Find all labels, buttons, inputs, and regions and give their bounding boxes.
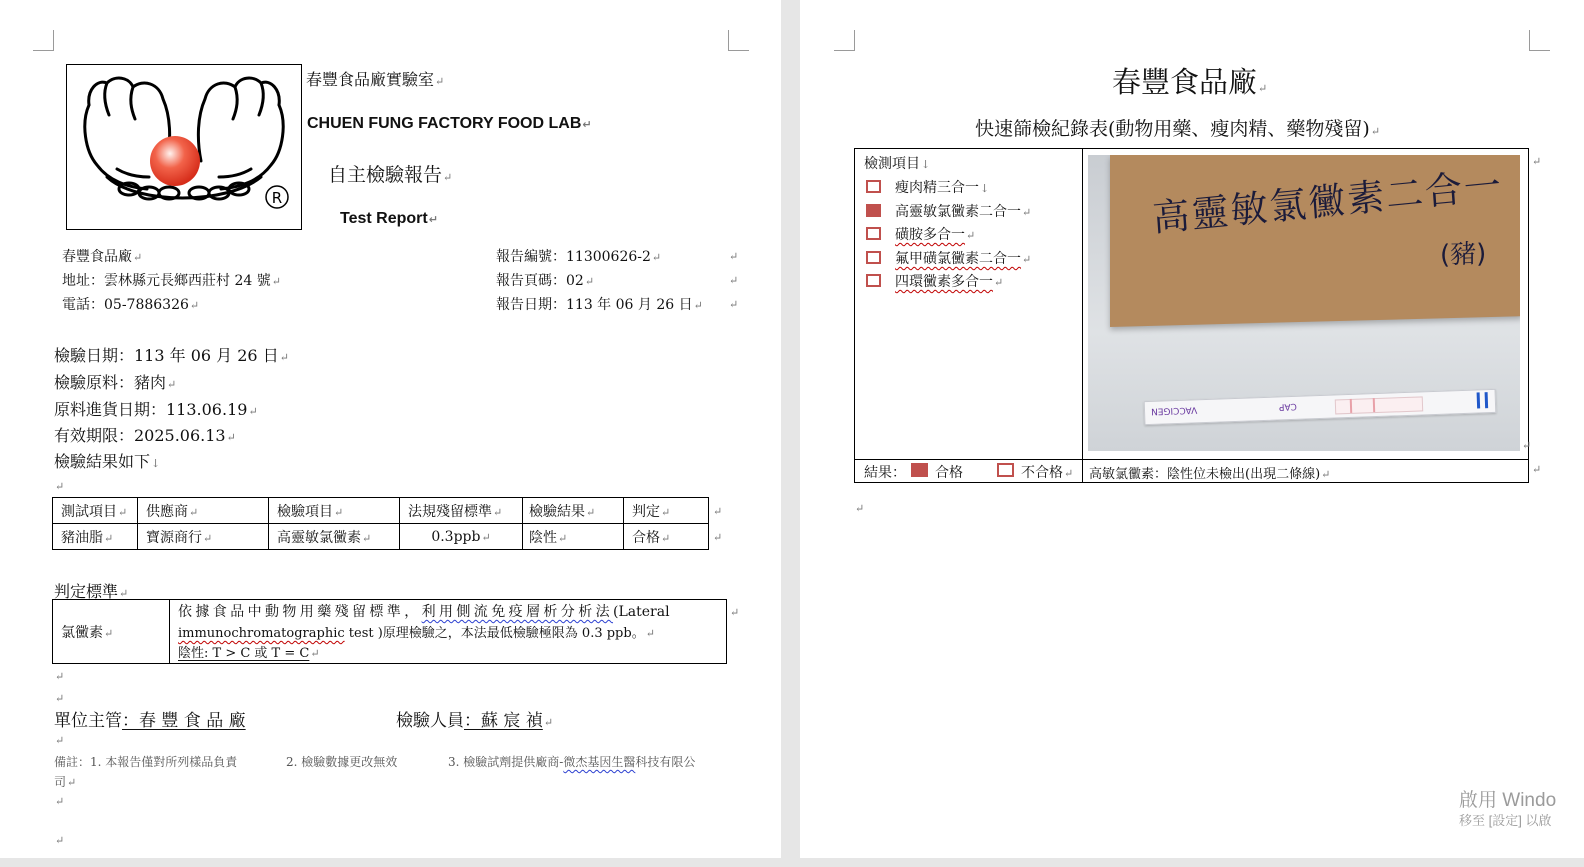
- company-logo: [66, 64, 302, 230]
- paragraph-mark: ↵: [1532, 463, 1542, 476]
- strip-brand-text: VACCIGEN: [1150, 404, 1198, 416]
- paragraph-mark: ↵: [729, 250, 739, 263]
- results-intro: 檢驗結果如下↓: [54, 452, 161, 471]
- paragraph-mark: ↵: [855, 502, 865, 515]
- paragraph-mark: ↵: [55, 692, 65, 705]
- paragraph-mark: ↵: [713, 505, 723, 518]
- table-cell: 合格↵: [624, 524, 709, 550]
- report-title-en: Test Report↵: [340, 210, 438, 227]
- raw-material: 檢驗原料：豬肉↵: [54, 373, 177, 392]
- results-table: [52, 497, 709, 550]
- lab-name-zh: 春豐食品廠實驗室↵: [306, 70, 445, 89]
- test-item[interactable]: 磺胺多合一↵: [864, 224, 975, 244]
- windows-activation-watermark: 啟用 Windo: [1459, 790, 1557, 811]
- lab-name-en: CHUEN FUNG FACTORY FOOD LAB↵: [307, 115, 592, 132]
- table-header-cell: 供應商↵: [138, 498, 269, 524]
- table-cell: 豬油脂↵: [53, 524, 138, 550]
- expiry-date: 有效期限：2025.06.13↵: [54, 426, 236, 445]
- inspection-date: 檢驗日期：113 年 06 月 26 日↵: [54, 346, 289, 365]
- criteria-line-1: 依據食品中動物用藥殘留標準，利用側流免疫層析分析法(Lateral: [178, 604, 670, 620]
- criteria-description-cell: [170, 600, 727, 664]
- company-address: 地址：雲林縣元長鄉西莊村 24 號↵: [62, 273, 281, 289]
- test-strip: [1144, 389, 1497, 425]
- paragraph-mark: ↵: [1522, 439, 1532, 452]
- note-3-continued: 司↵: [54, 775, 77, 789]
- arrival-date: 原料進貨日期：113.06.19↵: [54, 400, 258, 419]
- table-header-cell: 法規殘留標準↵: [400, 498, 523, 524]
- pass-checkbox-icon[interactable]: [911, 463, 928, 477]
- note-2: 2. 檢驗數據更改無效: [286, 755, 398, 769]
- supervisor-signature: 單位主管：春 豐 食 品 廠: [54, 711, 246, 731]
- card-handwriting-sub: (豬): [1440, 239, 1487, 271]
- table-header-cell: 判定↵: [624, 498, 709, 524]
- card-handwriting: 高靈敏氯黴素二合一: [1151, 163, 1505, 241]
- paragraph-mark: ↵: [729, 298, 739, 311]
- report-number: 報告編號：11300626-2↵: [496, 249, 662, 265]
- report-title-zh: 自主檢驗報告↵: [328, 164, 453, 186]
- company-phone: 電話：05-7886326↵: [62, 297, 200, 313]
- checkbox-icon[interactable]: [866, 180, 881, 193]
- table-cell: 寶源商行↵: [138, 524, 269, 550]
- report-page: [0, 0, 781, 858]
- windows-activation-hint: 移至 [設定] 以啟: [1459, 813, 1552, 828]
- paragraph-mark: ↵: [55, 795, 65, 808]
- checkbox-icon[interactable]: [866, 274, 881, 287]
- paragraph-mark: ↵: [713, 531, 723, 544]
- criteria-line-3: 陰性: T > C 或 T = C↵: [178, 646, 320, 661]
- paragraph-mark: ↵: [729, 274, 739, 287]
- cardboard-card: [1110, 155, 1520, 327]
- table-header-cell: 檢驗結果↵: [523, 498, 624, 524]
- test-item[interactable]: 氟甲磺氯黴素二合一↵: [864, 248, 1031, 268]
- table-cell: 陰性↵: [523, 524, 624, 550]
- paragraph-mark: ↵: [55, 734, 65, 747]
- margin-corner-top-right: [1529, 30, 1550, 51]
- table-row: [53, 524, 709, 550]
- margin-corner-top-left: [33, 30, 54, 51]
- fail-label: 不合格↵: [1021, 465, 1074, 481]
- table-header-row: [53, 498, 709, 524]
- criteria-table: [52, 599, 727, 664]
- paragraph-mark: ↵: [55, 480, 65, 493]
- test-item[interactable]: 四環黴素多合一↵: [864, 271, 1003, 291]
- paragraph-mark: ↵: [730, 606, 740, 619]
- pass-label: 合格: [935, 465, 963, 481]
- margin-corner-top-left: [834, 30, 855, 51]
- screening-record-page: [800, 0, 1584, 858]
- note-1: 備註：1. 本報告僅對所列樣品負責: [54, 755, 238, 769]
- strip-cap-text: CAP: [1278, 400, 1297, 412]
- margin-corner-top-right: [728, 30, 749, 51]
- report-date: 報告日期：113 年 06 月 26 日↵: [496, 297, 703, 313]
- criteria-heading: 判定標準↵: [54, 582, 129, 601]
- table-header-cell: 測試項目↵: [53, 498, 138, 524]
- screening-table: [854, 148, 1532, 483]
- result-note: 高敏氯黴素：陰性位未檢出(出現二條線)↵: [1089, 467, 1331, 482]
- paragraph-mark: ↵: [1532, 155, 1542, 168]
- checkbox-icon[interactable]: [866, 204, 881, 217]
- fail-checkbox-icon[interactable]: [997, 463, 1014, 477]
- result-label: 結果：: [864, 465, 906, 481]
- report-pages: 報告頁碼：02↵: [496, 273, 595, 289]
- items-heading: 檢測項目↓: [864, 156, 931, 172]
- page-subtitle: 快速篩檢紀錄表(動物用藥、瘦肉精、藥物殘留)↵: [975, 118, 1381, 140]
- test-item[interactable]: 瘦肉精三合一↓: [864, 177, 989, 197]
- company-name: 春豐食品廠↵: [62, 249, 143, 265]
- svg-text:R: R: [271, 189, 283, 207]
- table-cell: 0.3ppb↵: [400, 524, 523, 550]
- checkbox-icon[interactable]: [866, 227, 881, 240]
- paragraph-mark: ↵: [55, 670, 65, 683]
- criteria-item-cell: 氯黴素↵: [53, 600, 170, 664]
- table-cell: 高靈敏氯黴素↵: [269, 524, 400, 550]
- test-strip-photo: [1088, 155, 1520, 451]
- criteria-line-2: immunochromatographic test )原理檢驗之，本法最低檢驗極限為 0.3 ppb。↵: [178, 626, 655, 641]
- table-header-cell: 檢驗項目↵: [269, 498, 400, 524]
- note-3: 3. 檢驗試劑提供廠商-微杰基因生醫科技有限公: [448, 755, 696, 769]
- inspector-signature: 檢驗人員：蘇 宸 禎↵: [396, 711, 554, 731]
- test-item[interactable]: 高靈敏氯黴素二合一↵: [864, 201, 1031, 221]
- paragraph-mark: ↵: [55, 834, 65, 847]
- page-title: 春豐食品廠↵: [1112, 65, 1268, 99]
- checkbox-icon[interactable]: [866, 251, 881, 264]
